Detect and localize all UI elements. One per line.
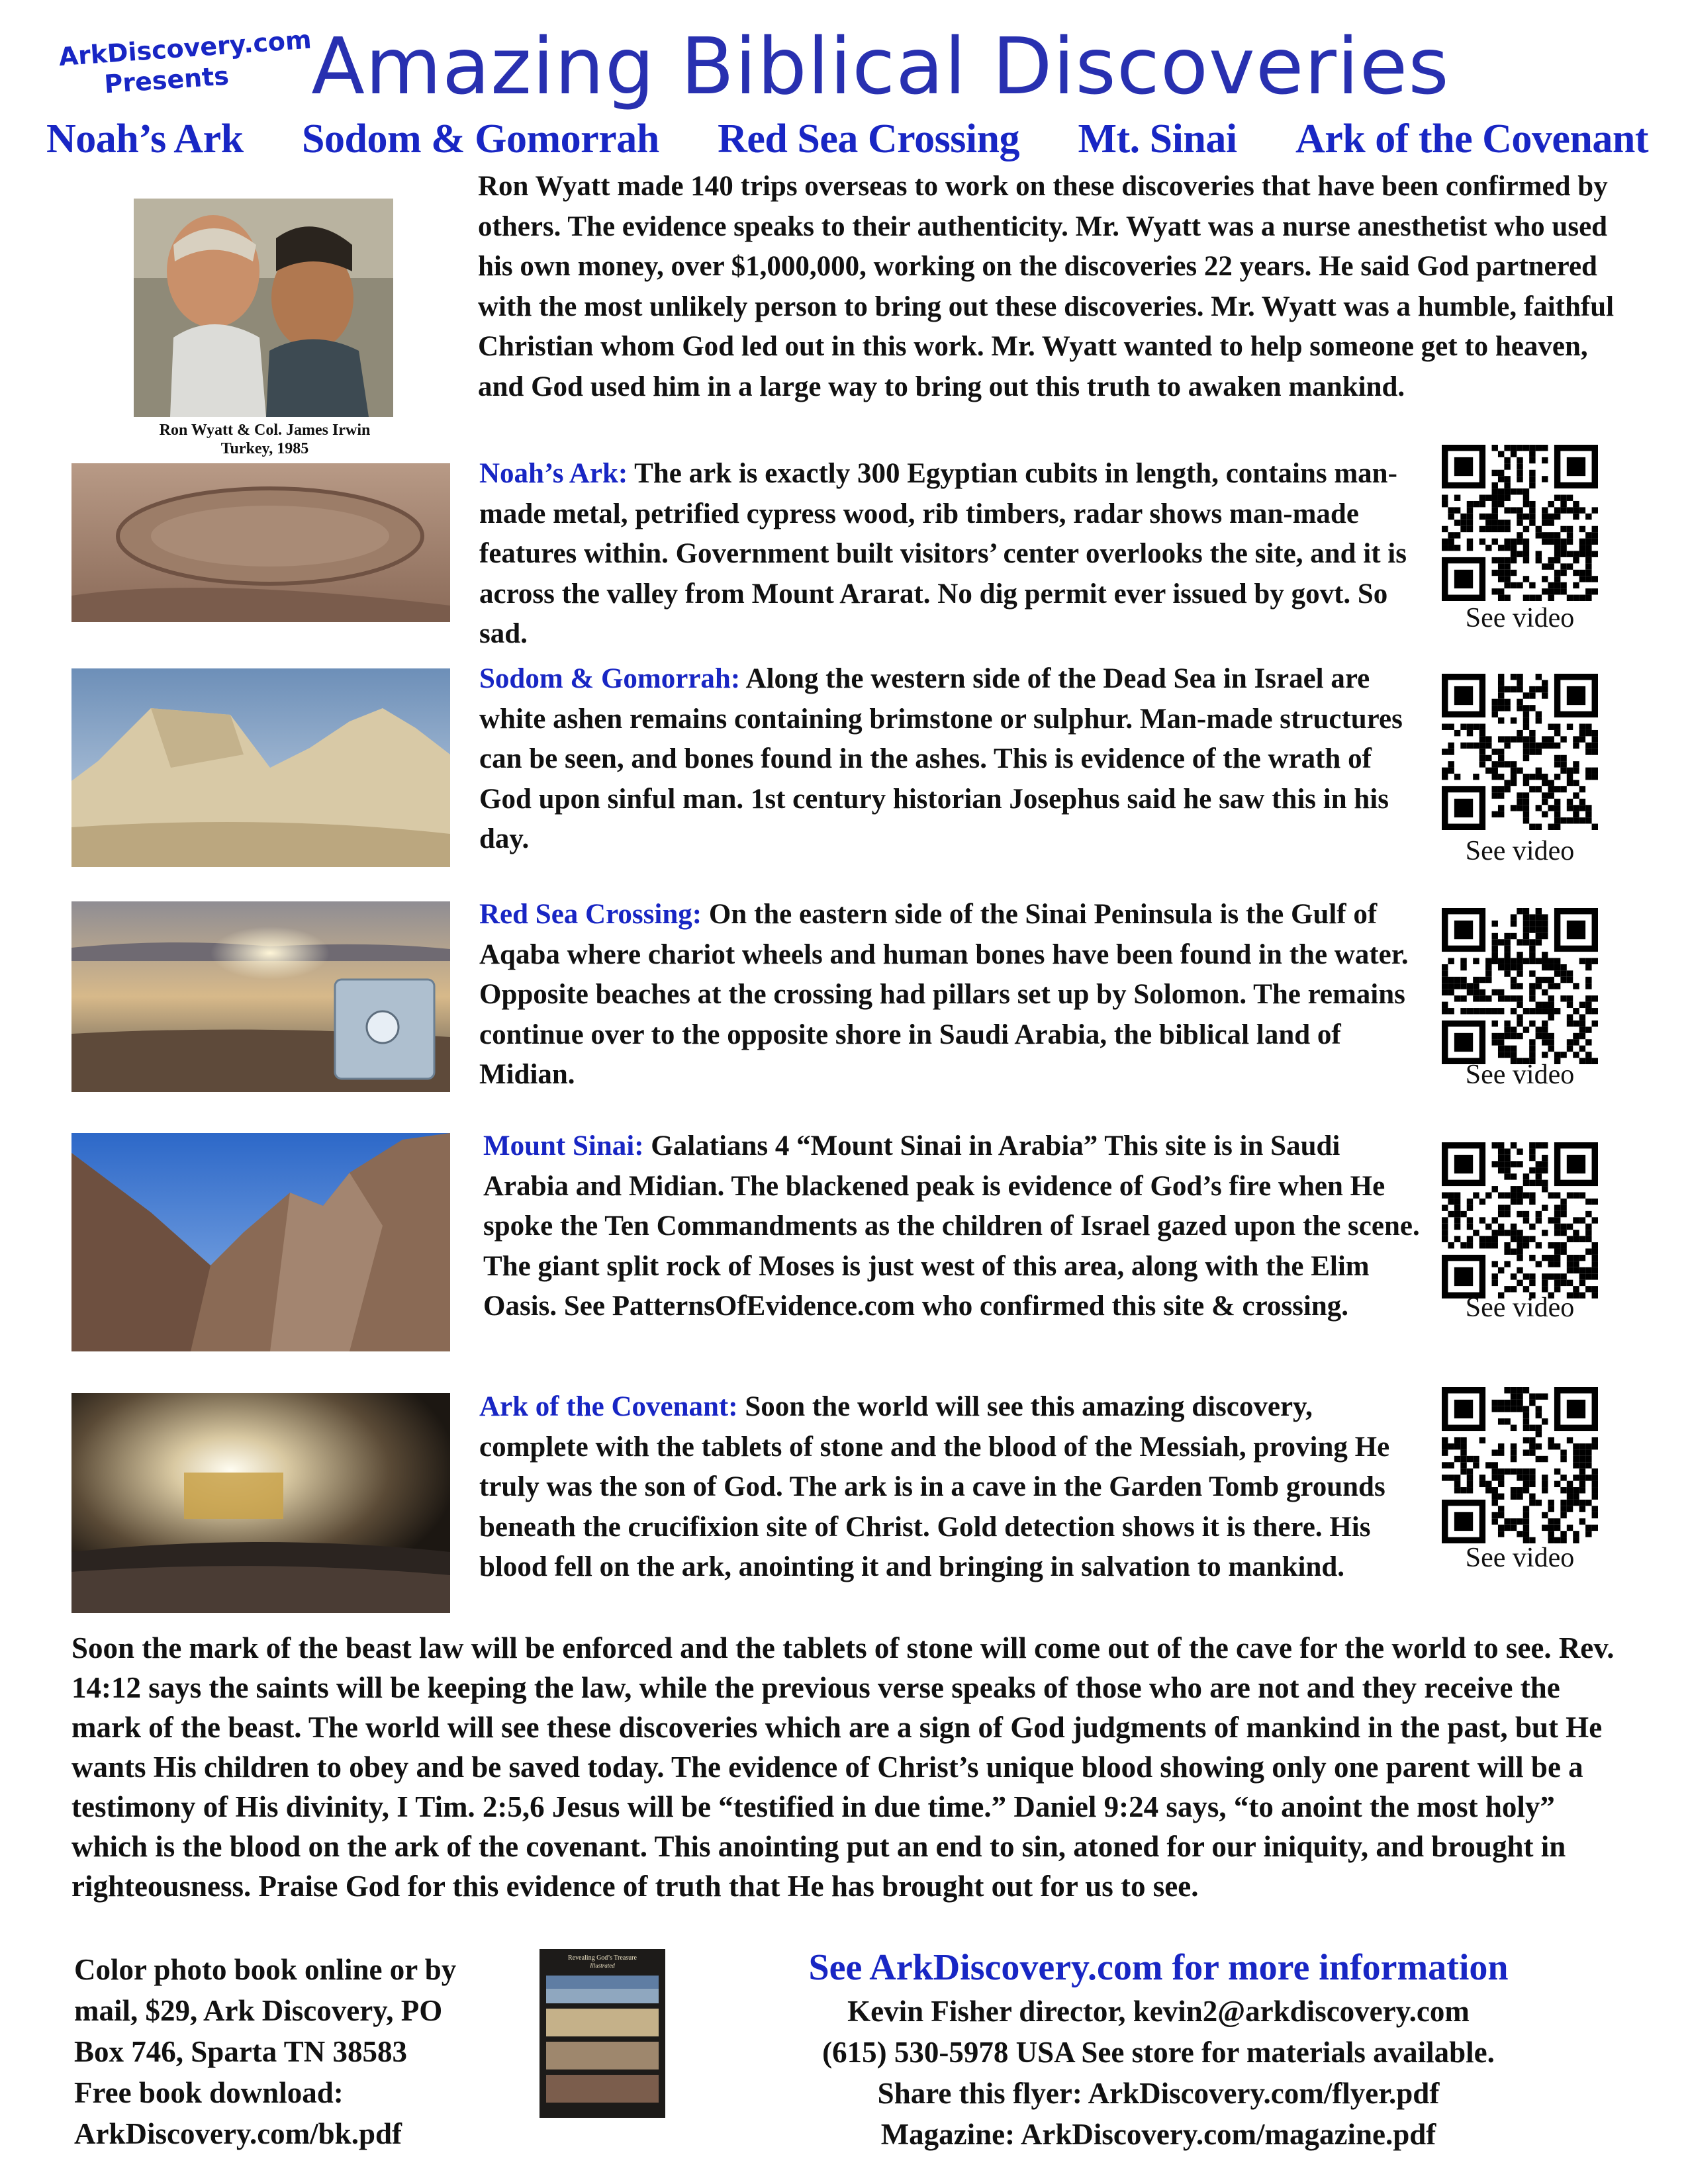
red-sea-crossing-body: On the eastern side of the Sinai Peninsula is the Gulf of Aqaba where chariot wheels and human bones have been found in the water. Opposite beaches at the crossing had pillars set up by Solomon. The remains continue over to the opposite shore in Saudi Arabia, the biblical land of Midian. [479,899,1409,1090]
red-sea-crossing-text [479,895,1426,1095]
closing-paragraph: Soon the mark of the beast law will be enforced and the tablets of stone will come out of the cave for the world to see. Rev. 14:12 says the saints will be keeping the law, while the previous verse speaks of those who are not and they receive the mark of the beast. The world will see these discoveries which are a sign of God judgments of mankind in the past, but He wants His children to obey and be saved today. The evidence of Christ’s unique blood showing only one parent will be a testimony of His divinity, I Tim. 2:5,6 Jesus will be “testified in due time.” Daniel 9:24 says, “to anoint the most holy” which is the blood on the ark of the covenant. This anointing put an end to sin, atoned for our iniquity, and brought in righteousness. Praise God for this evidence of truth that He has brought out for us to see. [71,1631,1615,1903]
ark-of-covenant-body: Soon the world will see this amazing discovery, complete with the tablets of stone and the blood of the Messiah, proving He truly was the son of God. The ark is in a cave in the Garden Tomb grounds beneath the crucifixion site of Christ. Gold detection shows it is there. His blood fell on the ark, anointing it and bringing in salvation to mankind. [479,1391,1390,1582]
sodom-gomorrah-photo [71,668,450,867]
topic-noahs-ark: Noah’s Ark [46,116,244,161]
mount-sinai-heading: Mount Sinai: [483,1130,644,1161]
caption-line-names: Ron Wyatt & Col. James Irwin [159,422,371,439]
phone-line: (615) 530-5978 USA See store for materials available. [822,2036,1495,2069]
intro-photo [134,199,393,417]
page-title: Amazing Biblical Discoveries [311,21,1450,112]
book-cover-title: Revealing God’s Treasure [568,1954,637,1962]
director-email-line[interactable]: Kevin Fisher director, kevin2@arkdiscovery.com [847,1995,1470,2028]
sodom-gomorrah-text [479,659,1426,860]
red-sea-crossing-see-video-link[interactable]: See video [1465,1060,1575,1090]
website-callout-more: for more information [1162,1947,1509,1988]
book-download-link[interactable]: ArkDiscovery.com/bk.pdf [74,2117,402,2150]
topic-sodom-gomorrah: Sodom & Gomorrah [302,116,659,161]
noahs-ark-see-video-link[interactable]: See video [1465,603,1575,633]
caption-line-place: Turkey, 1985 [220,440,309,457]
brand-line-presents: Presents [103,61,230,99]
mount-sinai-text [483,1126,1430,1327]
contact-info [722,1944,1595,2155]
sodom-gomorrah-qr-code[interactable] [1442,674,1598,830]
ark-of-covenant-qr-code[interactable] [1442,1387,1598,1543]
website-link[interactable]: ArkDiscovery.com [869,1947,1163,1988]
brand-line-site: ArkDiscovery.com [58,24,312,72]
order-line: Free book download: [74,2076,344,2109]
order-info [74,1949,538,2154]
sodom-gomorrah-heading: Sodom & Gomorrah: [479,663,741,694]
ark-of-covenant-photo [71,1393,450,1613]
mount-sinai-body: Galatians 4 “Mount Sinai in Arabia” This site is in Saudi Arabia and Midian. The blackened peak is evidence of God’s fire when He spoke the Ten Commandments as the children of Israel gazed upon the scene. The giant split rock of Moses is just west of this area, along with the Elim Oasis. See PatternsOfEvidence.com who confirmed this site & crossing. [483,1130,1420,1322]
order-line: mail, $29, Ark Discovery, PO [74,1994,443,2027]
ark-of-covenant-text [479,1387,1419,1588]
mount-sinai-qr-code[interactable] [1442,1142,1598,1298]
sodom-gomorrah-see-video-link[interactable]: See video [1465,836,1575,866]
red-sea-crossing-photo [71,901,450,1092]
magazine-link[interactable]: Magazine: ArkDiscovery.com/magazine.pdf [880,2118,1436,2151]
brand-logo[interactable] [58,24,312,103]
ark-of-covenant-heading: Ark of the Covenant: [479,1391,738,1422]
noahs-ark-body: The ark is exactly 300 Egyptian cubits in length, contains man-made metal, petrified cypress wood, rib timbers, radar shows man-made features within. Government built visitors’ center overlooks the site, and it is across the valley from Mount Ararat. No dig permit ever issued by govt. So sad. [479,458,1407,649]
ark-of-covenant-see-video-link[interactable]: See video [1465,1543,1575,1573]
intro-paragraph: Ron Wyatt made 140 trips overseas to work on these discoveries that have been confirmed by others. The evidence speaks to their authenticity. Mr. Wyatt was a nurse anesthetist who used his own money, over $1,000,000, working on the discoveries 22 years. He said God partnered with the most unlikely person to bring out these discoveries. Mr. Wyatt was a humble, faithful Christian whom God led out in this work. Mr. Wyatt wanted to help someone get to heaven, and God used him in a large way to bring out this truth to awaken mankind. [478,171,1615,402]
noahs-ark-text [479,454,1426,655]
noahs-ark-heading: Noah’s Ark: [479,458,628,489]
sodom-gomorrah-body: Along the western side of the Dead Sea in Israel are white ashen remains containing brimstone or sulphur. Man-made structures can be seen, and bones found in the ashes. This is evidence of the wrath of God upon sinful man. 1st century historian Josephus said he saw this in his day. [479,663,1403,854]
website-callout-see: See [808,1947,870,1988]
book-cover-subtitle: Illustrated [590,1962,615,1969]
mount-sinai-photo [71,1133,450,1351]
flyer-link[interactable]: Share this flyer: ArkDiscovery.com/flyer.pdf [877,2077,1440,2110]
intro-photo-caption [113,421,417,458]
red-sea-crossing-heading: Red Sea Crossing: [479,899,702,930]
noahs-ark-qr-code[interactable] [1442,445,1598,601]
topic-mt-sinai: Mt. Sinai [1078,116,1237,161]
red-sea-crossing-qr-code[interactable] [1442,908,1598,1064]
order-line: Color photo book online or by [74,1953,457,1986]
order-line: Box 746, Sparta TN 38583 [74,2035,407,2068]
topic-ark-of-covenant: Ark of the Covenant [1295,116,1648,161]
topic-red-sea-crossing: Red Sea Crossing [718,116,1020,161]
website-callout [722,1944,1595,1991]
noahs-ark-photo [71,463,450,622]
mount-sinai-see-video-link[interactable]: See video [1465,1293,1575,1323]
book-cover-image [539,1949,665,2118]
